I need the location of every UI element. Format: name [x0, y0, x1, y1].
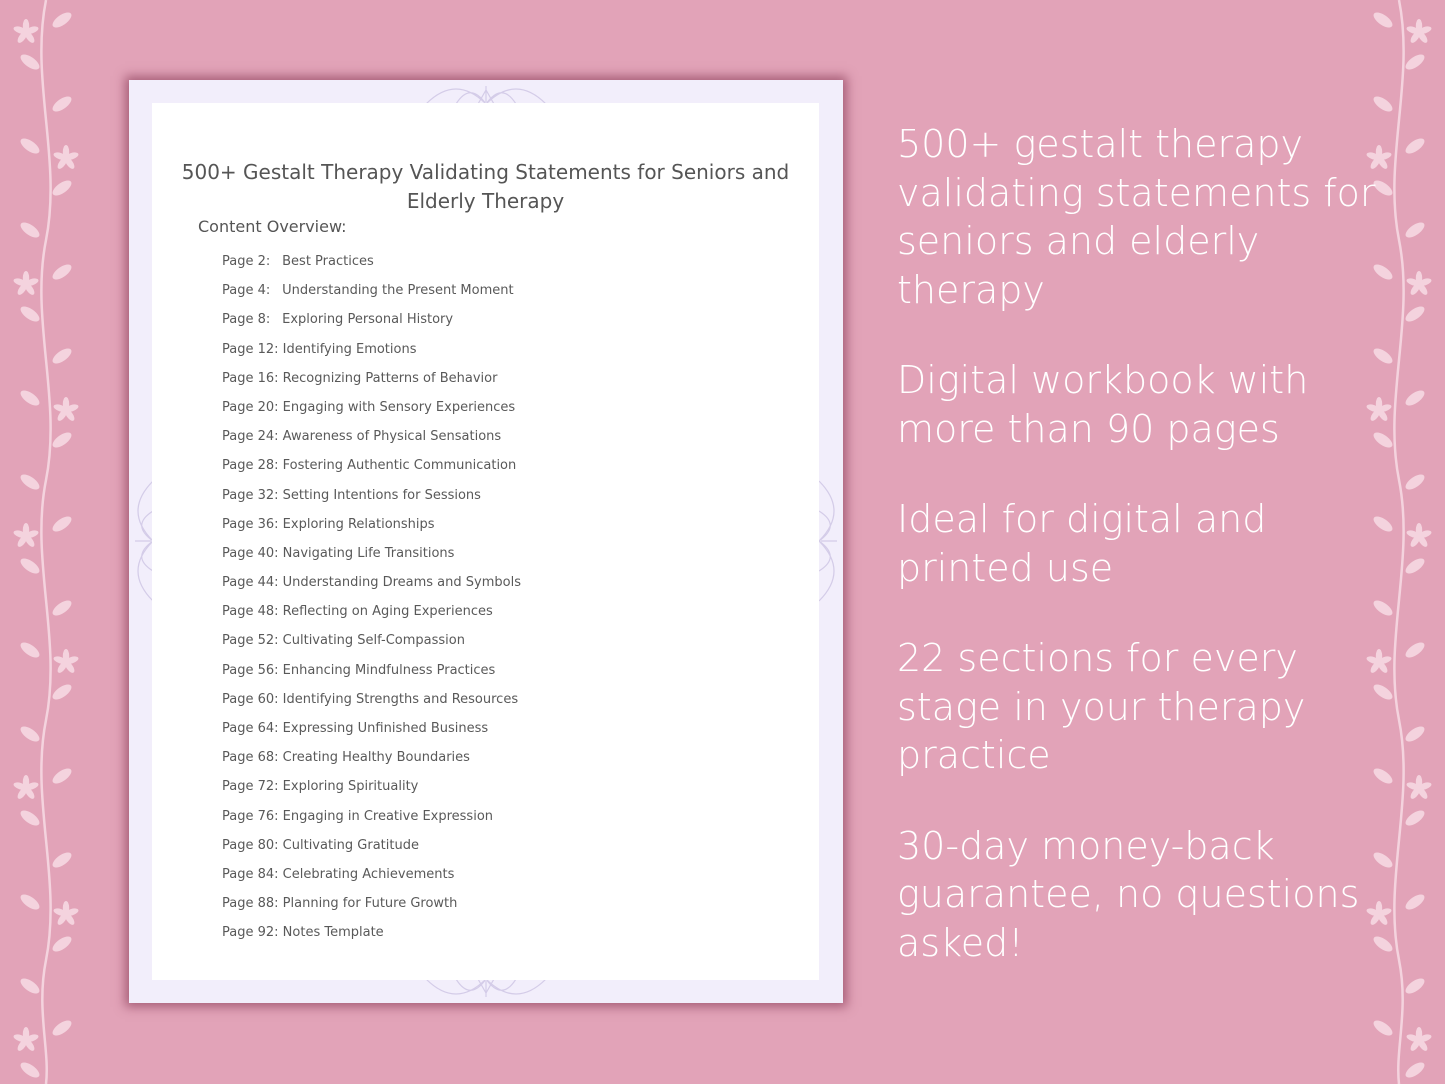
toc-page-number: Page 48:	[222, 604, 279, 620]
toc-page-number: Page 12:	[222, 341, 279, 357]
toc-section-title: Celebrating Achievements	[282, 866, 455, 882]
toc-page-number: Page 64:	[222, 721, 279, 736]
toc-page-number: Page 36:	[222, 516, 279, 532]
toc-item	[222, 692, 521, 721]
toc-section-title: Identifying Strengths and Resources	[282, 691, 519, 707]
toc-section-title: Navigating Life Transitions	[282, 545, 455, 561]
toc-page-number: Page 8:	[222, 312, 271, 328]
feature-list	[897, 120, 1377, 1009]
toc-page-number: Page 60:	[222, 691, 279, 707]
table-of-contents	[222, 254, 521, 955]
toc-section-title: Engaging with Sensory Experiences	[282, 399, 516, 415]
toc-page-number: Page 24:	[222, 429, 279, 445]
toc-page-number: Page 72:	[222, 779, 279, 795]
mandala-bottom-icon	[386, 979, 586, 1003]
document-content	[152, 103, 819, 980]
toc-item	[222, 809, 521, 838]
toc-section-title: Exploring Relationships	[282, 516, 435, 532]
workbook-page-preview	[129, 80, 843, 1003]
toc-section-title: Identifying Emotions	[282, 341, 417, 357]
toc-item	[222, 663, 521, 692]
toc-section-title: Awareness of Physical Sensations	[282, 429, 502, 445]
toc-section-title: Recognizing Patterns of Behavior	[282, 370, 498, 386]
toc-page-number: Page 84:	[222, 866, 279, 882]
toc-section-title: Expressing Unfinished Business	[282, 721, 489, 736]
toc-item	[222, 283, 521, 312]
floral-vine-left-icon	[0, 0, 92, 1084]
toc-page-number: Page 88:	[222, 896, 279, 912]
toc-item	[222, 429, 521, 458]
toc-page-number: Page 4:	[222, 283, 271, 299]
feature-sections: 22 sections for every stage in your therapy practice	[897, 636, 1306, 777]
toc-section-title: Fostering Authentic Communication	[282, 458, 517, 474]
toc-item	[222, 750, 521, 779]
feature-statement-count: 500+ gestalt therapy validating statements for seniors and elderly therapy	[897, 122, 1376, 312]
toc-item	[222, 721, 521, 750]
feature-page-count: Digital workbook with more than 90 pages	[897, 358, 1309, 451]
toc-section-title: Planning for Future Growth	[282, 896, 458, 912]
toc-section-title: Cultivating Self-Compassion	[282, 633, 465, 649]
toc-item	[222, 400, 521, 429]
toc-section-title: Exploring Spirituality	[282, 779, 419, 795]
toc-page-number: Page 32:	[222, 487, 279, 503]
toc-page-number: Page 56:	[222, 662, 279, 678]
toc-item	[222, 546, 521, 575]
toc-item	[222, 254, 521, 283]
toc-section-title: Understanding Dreams and Symbols	[282, 575, 521, 591]
toc-section-title: Setting Intentions for Sessions	[282, 487, 481, 503]
mandala-top-icon	[386, 80, 586, 104]
mandala-right-icon	[819, 441, 843, 641]
toc-section-title: Best Practices	[282, 254, 374, 269]
toc-item	[222, 371, 521, 400]
toc-item	[222, 312, 521, 341]
toc-item	[222, 458, 521, 487]
toc-page-number: Page 92:	[222, 925, 279, 941]
toc-section-title: Exploring Personal History	[282, 312, 454, 328]
toc-page-number: Page 28:	[222, 458, 279, 474]
toc-page-number: Page 76:	[222, 808, 279, 824]
toc-page-number: Page 80:	[222, 837, 279, 853]
toc-page-number: Page 44:	[222, 575, 279, 591]
feature-usage: Ideal for digital and printed use	[897, 497, 1267, 590]
toc-page-number: Page 68:	[222, 750, 279, 766]
toc-item	[222, 342, 521, 371]
toc-section-title: Understanding the Present Moment	[282, 283, 514, 299]
feature-guarantee: 30-day money-back guarantee, no questions asked!	[897, 823, 1360, 965]
toc-item	[222, 838, 521, 867]
toc-item	[222, 575, 521, 604]
toc-section-title: Creating Healthy Boundaries	[282, 750, 470, 766]
toc-item	[222, 925, 521, 954]
toc-item	[222, 779, 521, 808]
document-title: 500+ Gestalt Therapy Validating Statements for Seniors and Elderly Therapy	[181, 160, 790, 213]
toc-section-title: Notes Template	[282, 925, 384, 941]
toc-item	[222, 633, 521, 662]
toc-item	[222, 604, 521, 633]
toc-item	[222, 867, 521, 896]
toc-section-title: Reflecting on Aging Experiences	[282, 604, 493, 620]
toc-page-number: Page 2:	[222, 254, 271, 269]
toc-item	[222, 896, 521, 925]
toc-item	[222, 517, 521, 546]
toc-page-number: Page 16:	[222, 370, 279, 386]
toc-item	[222, 488, 521, 517]
content-overview-heading: Content Overview:	[198, 217, 347, 236]
toc-section-title: Enhancing Mindfulness Practices	[282, 662, 496, 678]
mandala-left-icon	[129, 441, 153, 641]
toc-section-title: Cultivating Gratitude	[282, 837, 419, 853]
toc-page-number: Page 52:	[222, 633, 279, 649]
toc-page-number: Page 40:	[222, 545, 279, 561]
toc-section-title: Engaging in Creative Expression	[282, 808, 494, 824]
toc-page-number: Page 20:	[222, 399, 279, 415]
